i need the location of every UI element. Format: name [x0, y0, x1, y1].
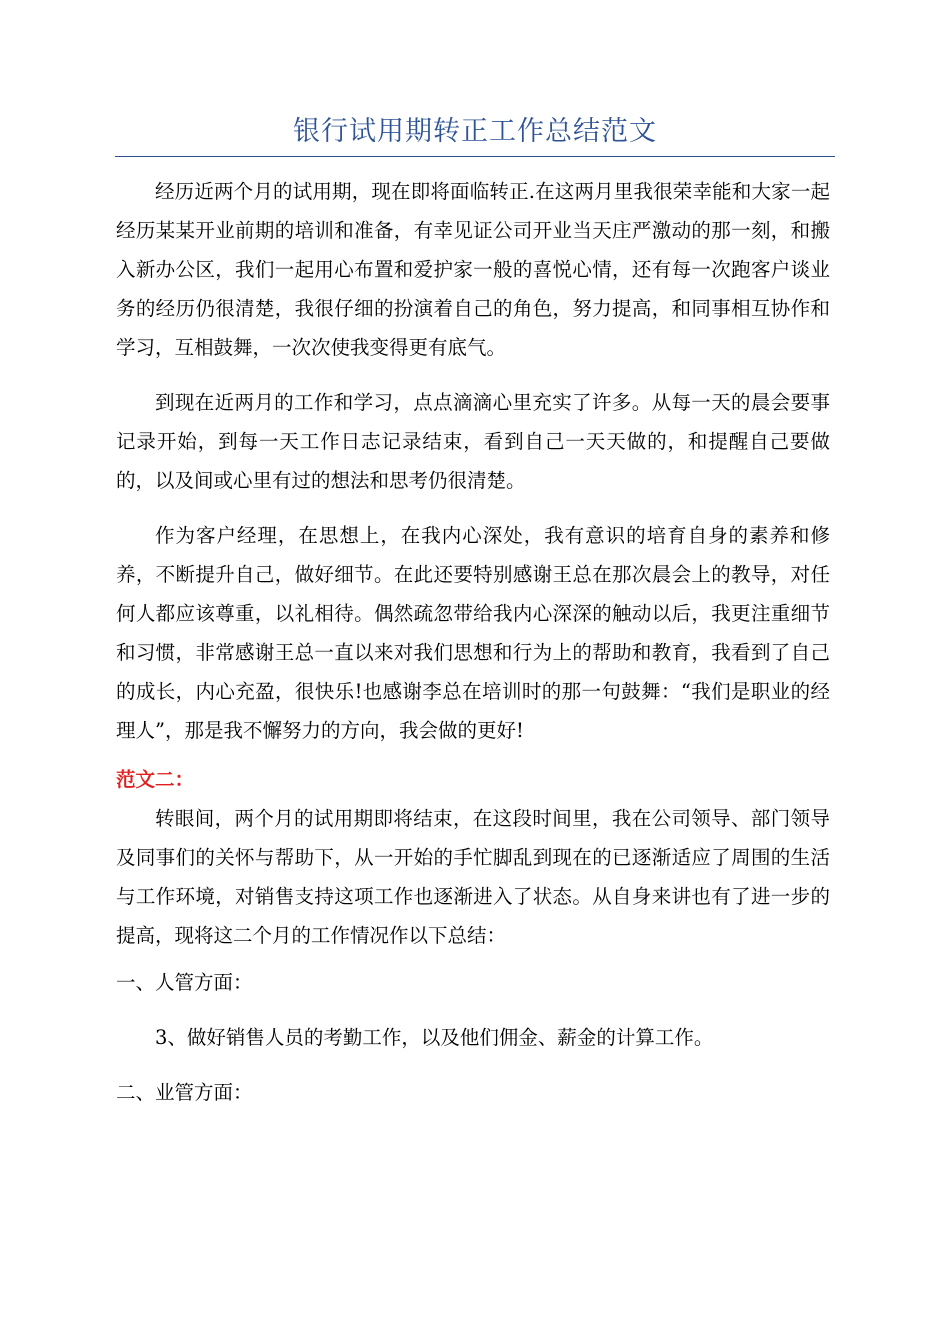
document-title: 银行试用期转正工作总结范文: [115, 112, 835, 157]
item-1-text: 3、做好销售人员的考勤工作，以及他们佣金、薪金的计算工作。: [155, 1026, 714, 1049]
section-two-intro: 转眼间，两个月的试用期即将结束，在这段时间里，我在公司领导、部门领导及同事们的关怀与帮助下，从一开始的手忙脚乱到现在的已逐渐适应了周围的生活与工作环境，对销售支持这项工作也逐渐进入了状态。从自身来讲也有了进一步的提高，现将这二个月的工作情况作以下总结：: [116, 807, 830, 947]
section-heading-fanwen-two: 范文二：: [116, 768, 195, 791]
item-1-heading: 一、人管方面：: [116, 971, 253, 994]
item-2-heading: 二、业管方面：: [116, 1081, 253, 1104]
paragraph-1: 经历近两个月的试用期，现在即将面临转正.在这两月里我很荣幸能和大家一起经历某某开业前期的培训和准备，有幸见证公司开业当天庄严激动的那一刻，和搬入新办公区，我们一起用心布置和爱护家一般的喜悦心情，还有每一次跑客户谈业务的经历仍很清楚，我很仔细的扮演着自己的角色，努力提高，和同事相互协作和学习，互相鼓舞，一次次使我变得更有底气。: [116, 180, 830, 359]
paragraph-3: 作为客户经理，在思想上，在我内心深处，我有意识的培育自身的素养和修养，不断提升自己，做好细节。在此还要特别感谢王总在那次晨会上的教导，对任何人都应该尊重，以礼相待。偶然疏忽带给我内心深深的触动以后，我更注重细节和习惯，非常感谢王总一直以来对我们思想和行为上的帮助和教育，我看到了自己的成长，内心充盈，很快乐!也感谢李总在培训时的那一句鼓舞：“我们是职业的经理人”，那是我不懈努力的方向，我会做的更好!: [116, 524, 830, 742]
paragraph-2: 到现在近两月的工作和学习，点点滴滴心里充实了许多。从每一天的晨会要事记录开始，到每一天工作日志记录结束，看到自己一天天做的，和提醒自己要做的，以及间或心里有过的想法和思考仍很清楚。: [116, 391, 830, 492]
document-body: [116, 172, 830, 1112]
